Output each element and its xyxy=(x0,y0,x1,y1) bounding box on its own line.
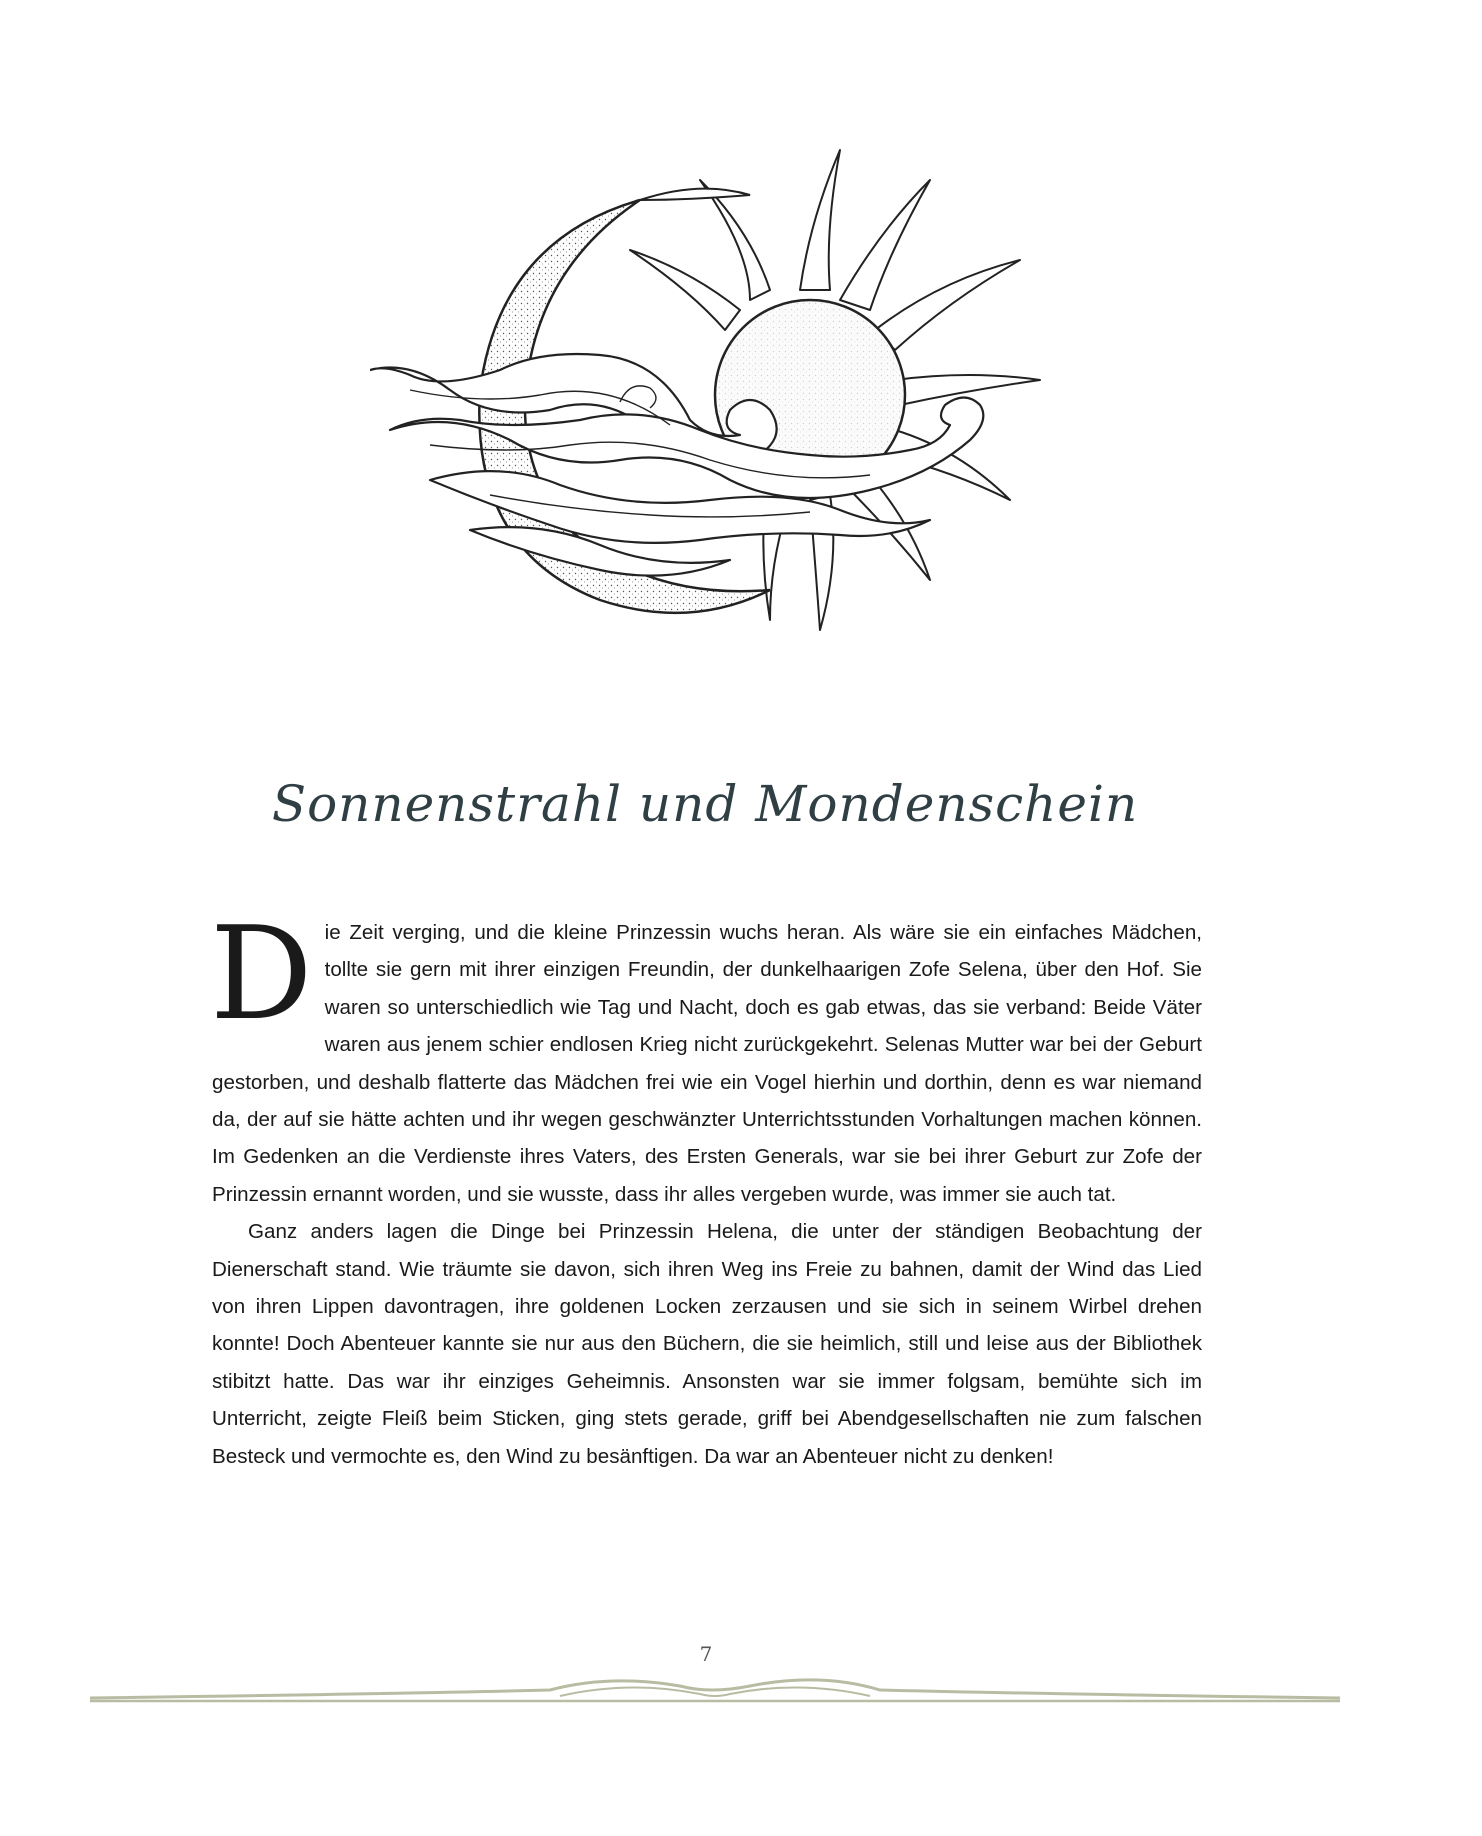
drop-cap: D xyxy=(210,900,313,1049)
body-text xyxy=(210,900,1202,1475)
sun-moon-illustration xyxy=(370,140,1050,700)
paragraph-2-text: Ganz anders lagen die Dinge bei Prinzessin Helena, die unter der ständigen Beobachtung der Dienerschaft stand. Wie träumte sie davon, sich ihren Weg ins Freie zu bahnen, damit der Wind das Lied von ihren Lippen davontragen, ihre goldenen Locken zerzausen und sie sich in seinem Wirbel drehen konnte! Doch Abenteuer kannte sie nur aus den Büchern, die sie heimlich, still und leise aus der Bibliothek stibitzt hatte. Das war ihr einziges Geheimnis. Ansonsten war sie immer folgsam, bemühte sich im Unterricht, zeigte Fleiß beim Sticken, ging stets gerade, griff bei Abendgesellschaften nie zum falschen Besteck und vermochte es, den Wind zu besänftigen. Da war an Abenteuer nicht zu denken! xyxy=(212,1220,1202,1468)
page-number: 7 xyxy=(699,1642,713,1666)
paragraph-2 xyxy=(212,1213,1202,1475)
chapter-title: Sonnenstrahl und Mondenschein xyxy=(271,775,1139,833)
footer-ornament xyxy=(90,1668,1340,1708)
paragraph-1 xyxy=(210,900,1202,1213)
paragraph-1-text: ie Zeit verging, und die kleine Prinzessin wuchs heran. Als wäre sie ein einfaches Mädchen, tollte sie gern mit ihrer einzigen Freundin, der dunkelhaarigen Zofe Selena, über den Hof. Sie waren so unterschiedlich wie Tag und Nacht, doch es gab etwas, das sie verband: Beide Väter waren aus jenem schier endlosen Krieg nicht zurückgekehrt. Selenas Mutter war bei der Geburt gestorben, und deshalb flatterte das Mädchen frei wie ein Vogel hierhin und dorthin, denn es war niemand da, der auf sie hätte achten und ihr wegen geschwänzter Unterrichtsstunden Vorhaltungen machen können. Im Gedenken an die Verdienste ihres Vaters, des Ersten Generals, war sie bei ihrer Geburt zur Zofe der Prinzessin ernannt worden, und sie wusste, dass ihr alles vergeben wurde, was immer sie auch tat. xyxy=(212,921,1202,1206)
